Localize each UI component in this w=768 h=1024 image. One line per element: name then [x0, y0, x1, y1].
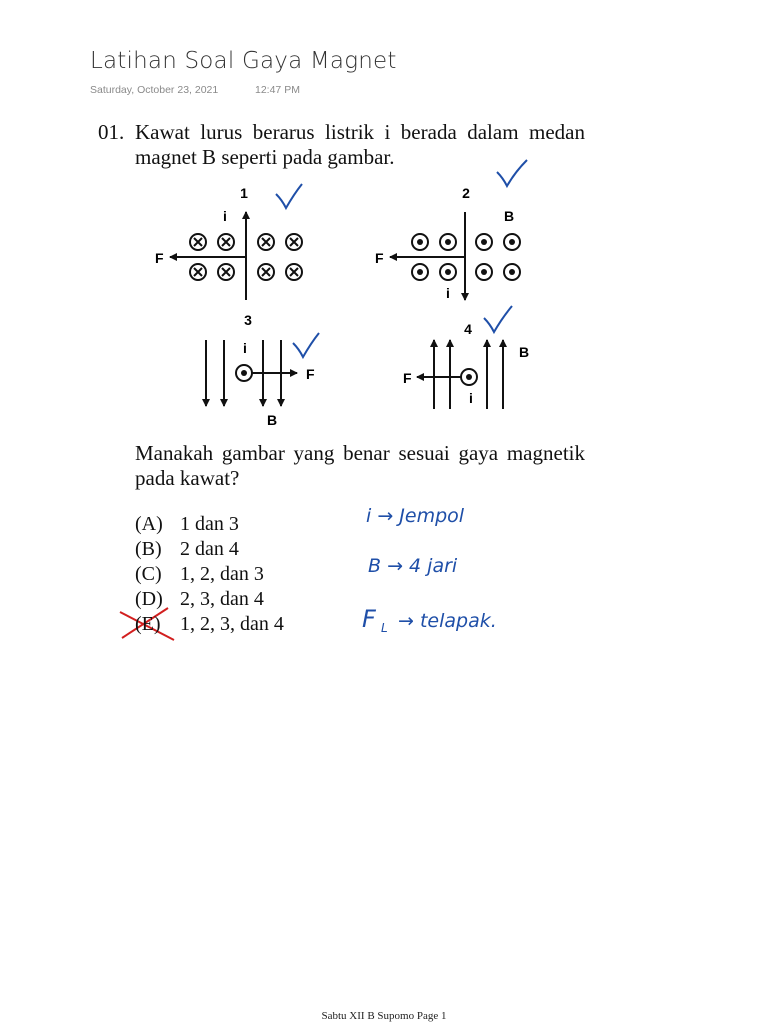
- option-a-text: 1 dan 3: [180, 513, 239, 535]
- option-b: [135, 537, 284, 562]
- fig1-force-label: F: [155, 250, 164, 266]
- fig3-number: 3: [244, 312, 252, 328]
- question-text: Kawat lurus berarus listrik i berada dalam medan magnet B seperti pada gambar.: [135, 120, 585, 169]
- fig4-field-label: B: [518, 344, 530, 360]
- fig3-checkmark: [293, 333, 319, 357]
- page-footer: Sabtu XII B Supomo Page 1: [321, 1010, 447, 1022]
- option-d-letter: (D): [135, 588, 163, 610]
- note-force-subscript: L: [381, 621, 388, 635]
- option-b-letter: (B): [135, 538, 162, 560]
- fig1-current-label: i: [223, 208, 227, 224]
- fig4-checkmark: [484, 306, 512, 332]
- figure-1: [155, 184, 302, 300]
- figure-2: [375, 160, 527, 301]
- option-a: [135, 512, 284, 537]
- question-prompt: Manakah gambar yang benar sesuai gaya magnetik pada kawat?: [135, 441, 585, 490]
- option-d-text: 2, 3, dan 4: [180, 588, 264, 610]
- option-c: [135, 562, 284, 587]
- fig2-current-label: i: [446, 285, 450, 301]
- option-d: [135, 587, 284, 612]
- figure-3: [206, 312, 319, 428]
- question-number: 01.: [98, 120, 125, 144]
- page-date: Saturday, October 23, 2021: [90, 84, 219, 96]
- fig1-checkmark: [276, 184, 302, 208]
- option-c-letter: (C): [135, 563, 162, 585]
- fig3-force-label: F: [306, 366, 315, 382]
- option-e-text: 1, 2, 3, dan 4: [180, 613, 284, 635]
- handwritten-notes: [362, 505, 497, 635]
- fig3-wire-out-of-page: [236, 365, 252, 381]
- fig3-field-label: B: [266, 412, 278, 428]
- fig4-wire-out-of-page: [461, 369, 477, 385]
- fig4-force-label: F: [403, 370, 412, 386]
- option-e: [135, 612, 284, 637]
- note-thumb: i → Jempol: [366, 505, 465, 527]
- option-e-letter: (E): [135, 613, 161, 635]
- option-c-text: 1, 2, dan 3: [180, 563, 264, 585]
- page-time: 12:47 PM: [255, 84, 300, 96]
- fig2-force-label: F: [375, 250, 384, 266]
- fig4-number: 4: [464, 321, 472, 337]
- fig2-checkmark: [497, 160, 527, 186]
- fig1-number: 1: [240, 185, 248, 201]
- note-force: F: [362, 605, 376, 633]
- fig4-current-label: i: [469, 390, 473, 406]
- fig2-number: 2: [462, 185, 470, 201]
- page-title: Latihan Soal Gaya Magnet: [90, 48, 397, 74]
- options-list: [135, 512, 284, 637]
- figure-4: [403, 306, 529, 409]
- option-a-letter: (A): [135, 513, 163, 535]
- note-fingers: B → 4 jari: [368, 555, 458, 577]
- note-palm: → telapak.: [398, 610, 497, 632]
- option-b-text: 2 dan 4: [180, 538, 239, 560]
- fig3-current-label: i: [243, 340, 247, 356]
- fig2-field-label: B: [503, 208, 515, 224]
